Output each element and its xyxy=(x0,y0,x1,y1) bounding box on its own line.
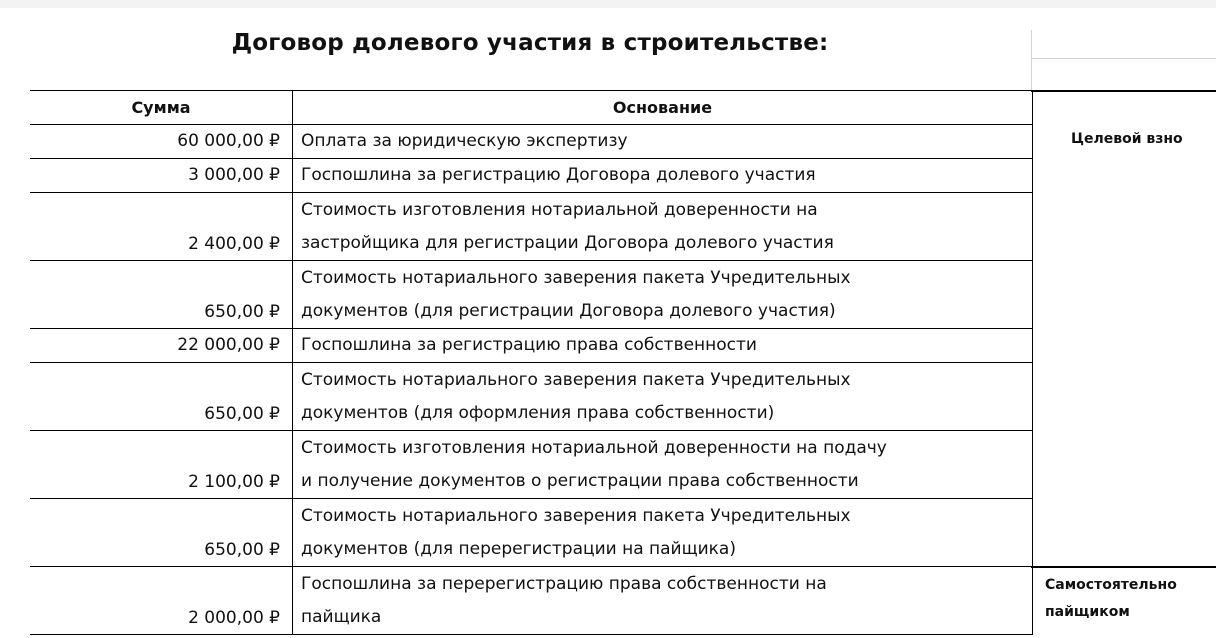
amount-cell: 22 000,00 ₽ xyxy=(30,329,293,363)
amount-cell: 3 000,00 ₽ xyxy=(30,159,293,193)
basis-cell: Оплата за юридическую экспертизу xyxy=(293,125,1033,159)
amount-cell: 2 000,00 ₽ xyxy=(30,567,293,635)
table-row xyxy=(30,567,1033,635)
fees-table xyxy=(30,90,1033,635)
side-label-target-contribution: Целевой взно xyxy=(1071,131,1183,147)
amount-cell: 650,00 ₽ xyxy=(30,363,293,431)
basis-cell: Стоимость изготовления нотариальной доверенности на застройщика для регистрации Договора долевого участия xyxy=(293,193,1033,261)
header-basis: Основание xyxy=(293,91,1033,125)
basis-cell: Госпошлина за регистрацию Договора долевого участия xyxy=(293,159,1033,193)
side-header-line xyxy=(1031,90,1216,92)
grid-line xyxy=(1031,30,1032,90)
grid-line xyxy=(1031,58,1216,59)
top-strip xyxy=(0,0,1216,8)
basis-cell: Стоимость изготовления нотариальной доверенности на подачу и получение документов о регистрации права собственности xyxy=(293,431,1033,499)
table-row xyxy=(30,329,1033,363)
basis-cell: Госпошлина за регистрацию права собственности xyxy=(293,329,1033,363)
side-section-line xyxy=(1031,566,1216,568)
amount-cell: 650,00 ₽ xyxy=(30,261,293,329)
table-row xyxy=(30,499,1033,567)
header-amount: Сумма xyxy=(30,91,293,125)
basis-cell: Стоимость нотариального заверения пакета Учредительных документов (для регистрации Договора долевого участия) xyxy=(293,261,1033,329)
table-row xyxy=(30,125,1033,159)
table-row xyxy=(30,193,1033,261)
basis-cell: Стоимость нотариального заверения пакета Учредительных документов (для оформления права собственности) xyxy=(293,363,1033,431)
table-row xyxy=(30,159,1033,193)
table-header-row xyxy=(30,91,1033,125)
table-row xyxy=(30,261,1033,329)
amount-cell: 650,00 ₽ xyxy=(30,499,293,567)
table-row xyxy=(30,431,1033,499)
amount-cell: 2 400,00 ₽ xyxy=(30,193,293,261)
document-title: Договор долевого участия в строительстве: xyxy=(231,30,829,56)
table-row xyxy=(30,363,1033,431)
amount-cell: 60 000,00 ₽ xyxy=(30,125,293,159)
side-label-self-line1: Самостоятельно xyxy=(1045,577,1177,593)
basis-cell: Стоимость нотариального заверения пакета Учредительных документов (для перерегистрации на пайщика) xyxy=(293,499,1033,567)
amount-cell: 2 100,00 ₽ xyxy=(30,431,293,499)
basis-cell: Госпошлина за перерегистрацию права собственности на пайщика xyxy=(293,567,1033,635)
side-label-self-line2: пайщиком xyxy=(1045,604,1130,620)
